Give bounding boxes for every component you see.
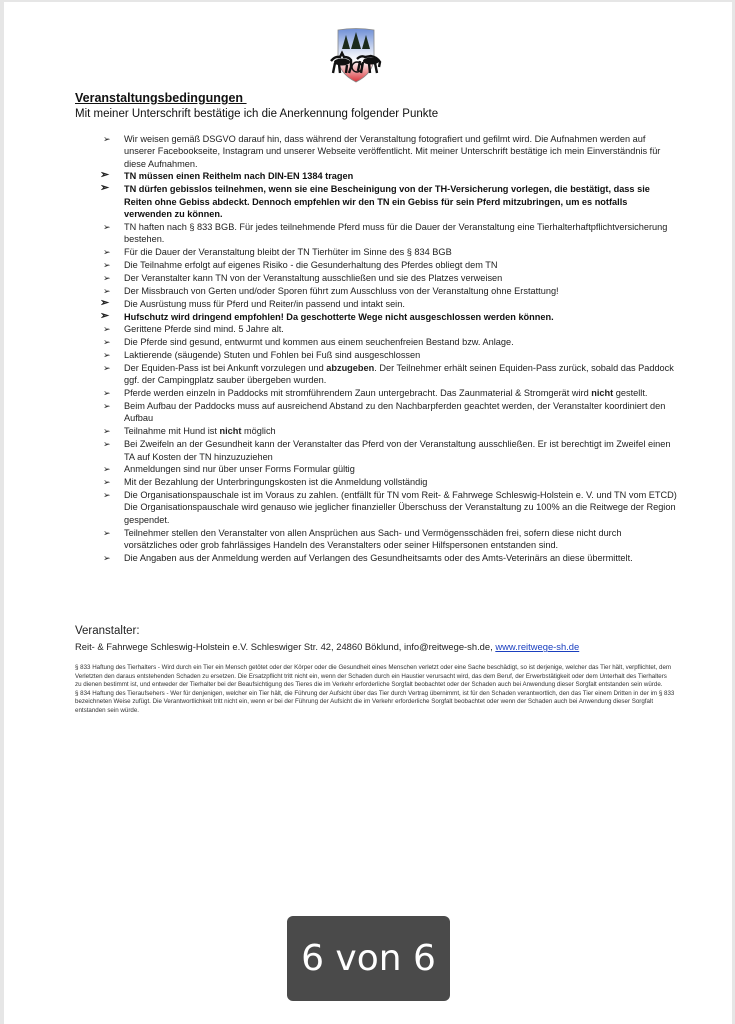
arrow-bullet-icon: ➢ xyxy=(103,272,111,283)
arrow-bullet-icon: ➢ xyxy=(103,401,111,412)
arrow-bullet-icon: ➢ xyxy=(103,324,111,335)
arrow-bullet-icon: ➢ xyxy=(103,527,111,538)
arrow-bullet-icon: ➢ xyxy=(103,426,111,437)
condition-text: Anmeldungen sind nur über unser Forms Formular gültig xyxy=(124,464,355,475)
condition-item xyxy=(95,387,677,399)
condition-text: Die Ausrüstung muss für Pferd und Reiter/in passend und intakt sein. xyxy=(124,298,405,309)
condition-text: Der Missbrauch von Gerten und/oder Sporen führt zum Ausschluss von der Veranstaltung ohne Erstattung! xyxy=(124,285,559,296)
condition-item xyxy=(95,246,677,258)
organizer-address: Reit- & Fahrwege Schleswig-Holstein e.V. Schleswiger Str. 42, 24860 Böklund, info@reitwege-sh.de, xyxy=(75,641,496,652)
condition-item xyxy=(95,489,677,526)
condition-text: Mit der Bezahlung der Unterbringungskosten ist die Anmeldung vollständig xyxy=(124,477,428,488)
condition-text: Hufschutz wird dringend empfohlen! Da geschotterte Wege nicht ausgeschlossen werden können. xyxy=(124,311,554,322)
condition-emphasis: nicht xyxy=(219,426,242,437)
condition-item xyxy=(95,527,677,552)
conditions-list xyxy=(95,133,677,565)
condition-item xyxy=(95,349,677,361)
condition-text: . Der Teilnehmer erhält seinen Equiden-Pass zurück, sobald das Paddock ggf. der Campingplatz sauber übergeben wurden. xyxy=(124,363,674,386)
condition-text: TN haften nach § 833 BGB. Für jedes teilnehmende Pferd muss für die Dauer der Veranstaltung eine Tierhalterhaftpflichtversicherung bestehen. xyxy=(124,221,668,245)
arrow-bullet-icon: ➢ xyxy=(103,221,111,232)
condition-item xyxy=(95,336,677,348)
condition-item xyxy=(95,425,677,437)
condition-text: Für die Dauer der Veranstaltung bleibt der TN Tierhüter im Sinne des § 834 BGB xyxy=(124,247,452,258)
condition-item xyxy=(95,552,677,564)
condition-text: Der Equiden-Pass ist bei Ankunft vorzulegen und xyxy=(124,363,327,374)
condition-item xyxy=(95,183,677,220)
condition-item xyxy=(95,272,677,284)
footnote-833: § 833 Haftung des Tierhalters - Wird durch ein Tier ein Mensch getötet oder der Körper oder die Gesundheit eines Menschen verletzt oder eine Sache beschädigt, so ist derjenige, welcher das Tier hält, verpflichtet, dem Verletzten den daraus entstehenden Schaden zu ersetzen. Die Ersatzpflicht tritt nicht ein, wenn der Schaden durch ein Haustier verursacht wird, das dem Beruf, der Erwerbstätigkeit oder dem Unterhalt des Tierhalters zu dienen bestimmt ist, und entweder der Tierhalter bei der Beaufsichtigung des Tieres die im Verkehr erforderliche Sorgfalt beobachtet oder der Schaden auch bei Anwendung dieser Sorgfalt entstanden sein würde. xyxy=(75,664,672,689)
condition-item xyxy=(95,221,677,246)
page-subtitle: Mit meiner Unterschrift bestätige ich die Anerkennung folgender Punkte xyxy=(75,108,439,120)
condition-text: Wir weisen gemäß DSGVO darauf hin, dass während der Veranstaltung fotografiert und gefilmt wird. Die Aufnahmen werden auf unserer Facebookseite, Instagram und unserer Webseite veröffentlicht. Mit meiner Unterschrift bestätige ich mein Einverständnis für diese Aufnahmen. xyxy=(124,134,661,169)
organizer-details xyxy=(75,641,579,652)
arrow-bullet-icon: ➢ xyxy=(103,464,111,475)
condition-text: Teilnahme mit Hund ist xyxy=(124,426,220,437)
condition-item xyxy=(95,133,677,170)
arrow-bullet-icon: ➢ xyxy=(103,350,111,361)
condition-item xyxy=(95,362,677,387)
condition-item xyxy=(95,463,677,475)
arrow-bullet-icon: ➢ xyxy=(103,439,111,450)
condition-item xyxy=(95,438,677,463)
condition-text: TN dürfen gebisslos teilnehmen, wenn sie eine Bescheinigung von der TH-Versicherung vorlegen, die bestätigt, dass sie Reiten ohne Gebiss abdeckt. Dennoch empfehlen wir den TN ein Gebiss für sein Pferd mitzubringen, um es notfalls verwenden zu können. xyxy=(124,184,650,219)
condition-text: Der Veranstalter kann TN von der Veranstaltung ausschließen und sie des Platzes verweisen xyxy=(124,272,503,283)
condition-item xyxy=(95,400,677,425)
condition-item xyxy=(95,476,677,488)
condition-text: TN müssen einen Reithelm nach DIN-EN 1384 tragen xyxy=(124,171,354,182)
arrow-bullet-icon: ➢ xyxy=(103,552,111,563)
condition-item xyxy=(95,323,677,335)
arrow-bullet-icon: ➢ xyxy=(103,477,111,488)
condition-item xyxy=(95,298,677,310)
condition-text: Teilnehmer stellen den Veranstalter von allen Ansprüchen aus Sach- und Vermögensschäden frei, sofern diese nicht durch vorsätzliches oder grob fahrlässiges Handeln des Veranstalters oder seiner Hilfspersonen entstanden sind. xyxy=(124,527,622,550)
condition-item xyxy=(95,311,677,323)
arrow-bullet-icon: ➢ xyxy=(103,285,111,296)
arrow-bullet-icon: ➢ xyxy=(103,490,111,501)
condition-item xyxy=(95,170,677,182)
condition-text: Gerittene Pferde sind mind. 5 Jahre alt. xyxy=(124,324,284,335)
arrow-bullet-icon: ➢ xyxy=(103,363,111,374)
arrow-bullet-icon: ➢ xyxy=(103,134,111,144)
arrow-bullet-icon: ➢ xyxy=(100,296,110,309)
condition-item xyxy=(95,259,677,271)
condition-text: Die Pferde sind gesund, entwurmt und kommen aus einem seuchenfreien Bestand bzw. Anlage. xyxy=(124,337,514,348)
condition-text: gestellt. xyxy=(613,388,648,399)
arrow-bullet-icon: ➢ xyxy=(103,259,111,270)
page-title: Veranstaltungsbedingungen xyxy=(75,91,247,105)
organizer-label: Veranstalter: xyxy=(75,625,140,637)
condition-text: möglich xyxy=(241,426,276,437)
document-page xyxy=(4,2,732,1024)
legal-footnotes xyxy=(75,664,675,716)
organizer-website-link[interactable]: www.reitwege-sh.de xyxy=(495,641,580,652)
condition-emphasis: nicht xyxy=(591,388,614,399)
arrow-bullet-icon: ➢ xyxy=(103,247,111,258)
arrow-bullet-icon: ➢ xyxy=(103,337,111,348)
arrow-bullet-icon: ➢ xyxy=(103,388,111,399)
club-crest-icon xyxy=(327,27,385,85)
arrow-bullet-icon: ➢ xyxy=(100,309,110,322)
condition-text: Laktierende (säugende) Stuten und Fohlen bei Fuß sind ausgeschlossen xyxy=(124,350,421,361)
arrow-bullet-icon: ➢ xyxy=(100,182,110,195)
condition-text: Die Teilnahme erfolgt auf eigenes Risiko - die Gesunderhaltung des Pferdes obliegt dem TN xyxy=(124,259,498,270)
condition-item xyxy=(95,285,677,297)
condition-text: Beim Aufbau der Paddocks muss auf ausreichend Abstand zu den Nachbarpferden geachtet werden, der Veranstalter koordiniert den Aufbau xyxy=(124,401,666,424)
condition-text: Die Angaben aus der Anmeldung werden auf Verlangen des Gesundheitsamts oder des Amts-Veterinärs an diese übermittelt. xyxy=(124,552,633,563)
arrow-bullet-icon: ➢ xyxy=(100,169,110,182)
condition-text: Die Organisationspauschale ist im Voraus zu zahlen. (entfällt für TN vom Reit- & Fahrwege Schleswig-Holstein e. V. und TN vom ETCD) Die Organisationspauschale wird genauso wie jeglicher finanzieller Überschuss der Veranstaltung zu 100% an die Reitwege der Region gespendet. xyxy=(124,490,677,525)
condition-text: Pferde werden einzeln in Paddocks mit stromführendem Zaun untergebracht. Das Zaunmaterial & Stromgerät wird xyxy=(124,388,592,399)
footnote-834: § 834 Haftung des Tieraufsehers - Wer für denjenigen, welcher ein Tier hält, die Führung der Aufsicht über das Tier durch Vertrag übernimmt, ist für den Schaden verantwortlich, den das Tier einem Dritten in der im § 833 bezeichneten Weise zufügt. Die Verantwortlichkeit tritt nicht ein, wenn er bei der Führung der Aufsicht die im Verkehr erforderliche Sorgfalt beobachtet oder wenn der Schaden auch bei Anwendung dieser Sorgfalt entstanden sein würde. xyxy=(75,689,675,714)
page-indicator: 6 von 6 xyxy=(287,916,450,1001)
condition-emphasis: abzugeben xyxy=(326,363,375,374)
condition-text: Bei Zweifeln an der Gesundheit kann der Veranstalter das Pferd von der Veranstaltung ausschließen. Er ist berechtigt im Zweifel einen TA auf Kosten der TN hinzuzuziehen xyxy=(124,439,671,462)
